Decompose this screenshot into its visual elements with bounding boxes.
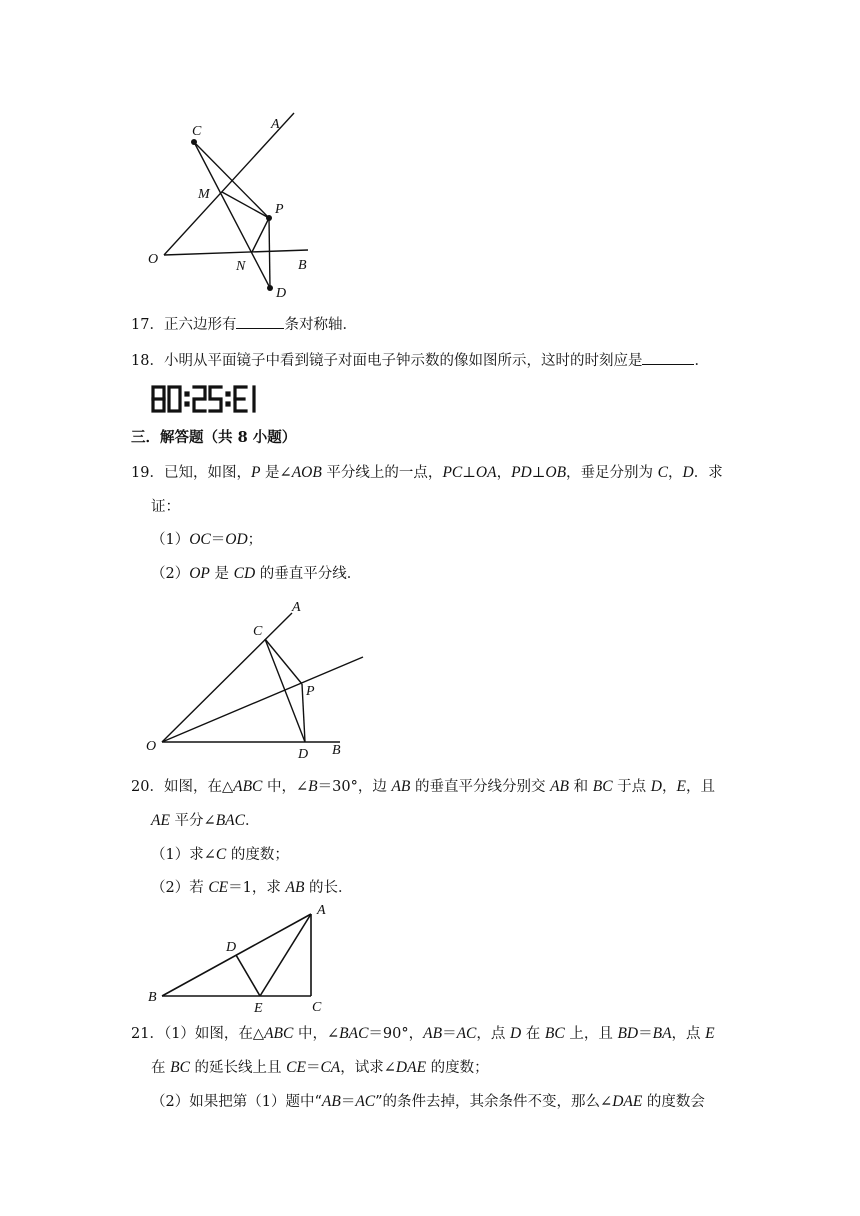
label-a: A xyxy=(292,600,301,615)
label-o: O xyxy=(148,252,159,267)
question-21-line3: （2）如果把第（1）题中“AB＝AC”的条件去掉，其余条件不变，那么∠DAE 的度数会 xyxy=(151,1093,705,1110)
label-m: M xyxy=(198,187,210,202)
point-p-dot xyxy=(266,215,272,221)
label-d: D xyxy=(298,747,309,762)
point-c-dot xyxy=(191,139,197,145)
label-b: B xyxy=(332,743,341,758)
point-d-dot xyxy=(267,285,273,291)
label-d: D xyxy=(276,286,287,301)
answer-blank-18[interactable] xyxy=(642,350,694,365)
label-b: B xyxy=(148,990,157,1005)
question-19-line2: 证： xyxy=(151,499,180,515)
figure-q20 xyxy=(140,900,340,1018)
label-c: C xyxy=(192,124,202,139)
label-b: B xyxy=(298,258,307,273)
question-19-part2: （2）OP 是 CD 的垂直平分线． xyxy=(151,565,362,582)
question-20-part2: （2）若 CE＝1，求 AB 的长． xyxy=(151,879,353,896)
answer-blank-17[interactable] xyxy=(236,314,284,329)
question-20-part1: （1）求∠C 的度数； xyxy=(151,846,289,863)
label-c: C xyxy=(253,624,263,639)
label-o: O xyxy=(146,739,157,754)
label-a: A xyxy=(317,903,326,918)
label-n: N xyxy=(236,259,246,274)
question-21-line2: 在 BC 的延长线上且 CE＝CA，试求∠DAE 的度数； xyxy=(151,1059,489,1076)
label-p: P xyxy=(306,684,315,699)
question-20-line1: 20．如图，在△ABC 中，∠B＝30°，边 AB 的垂直平分线分别交 AB 和 BC 于点 D，E，且 xyxy=(131,778,715,795)
question-17: 17．正六边形有 条对称轴． xyxy=(131,314,357,335)
question-19-part1: （1）OC＝OD； xyxy=(151,531,263,548)
label-e: E xyxy=(254,1001,263,1016)
label-p: P xyxy=(275,202,284,217)
label-c: C xyxy=(312,1000,322,1015)
section-heading: 三．解答题（共 8 小题） xyxy=(131,429,297,446)
figure-q19 xyxy=(140,595,370,765)
question-19-line1: 19．已知，如图，P 是∠AOB 平分线上的一点，PC⊥OA，PD⊥OB，垂足分别为 C，D．求 xyxy=(131,464,723,481)
label-a: A xyxy=(271,117,280,132)
figure-q16 xyxy=(140,105,320,305)
question-20-line2: AE 平分∠BAC． xyxy=(151,812,260,829)
question-21-line1: 21．（1）如图，在△ABC 中，∠BAC＝90°，AB＝AC，点 D 在 BC 上，且 BD＝BA，点 E xyxy=(131,1025,715,1042)
label-d: D xyxy=(226,940,237,955)
mirrored-clock-image xyxy=(150,382,270,416)
question-18: 18．小明从平面镜子中看到镜子对面电子钟示数的像如图所示，这时的时刻应是 ． xyxy=(131,350,709,371)
